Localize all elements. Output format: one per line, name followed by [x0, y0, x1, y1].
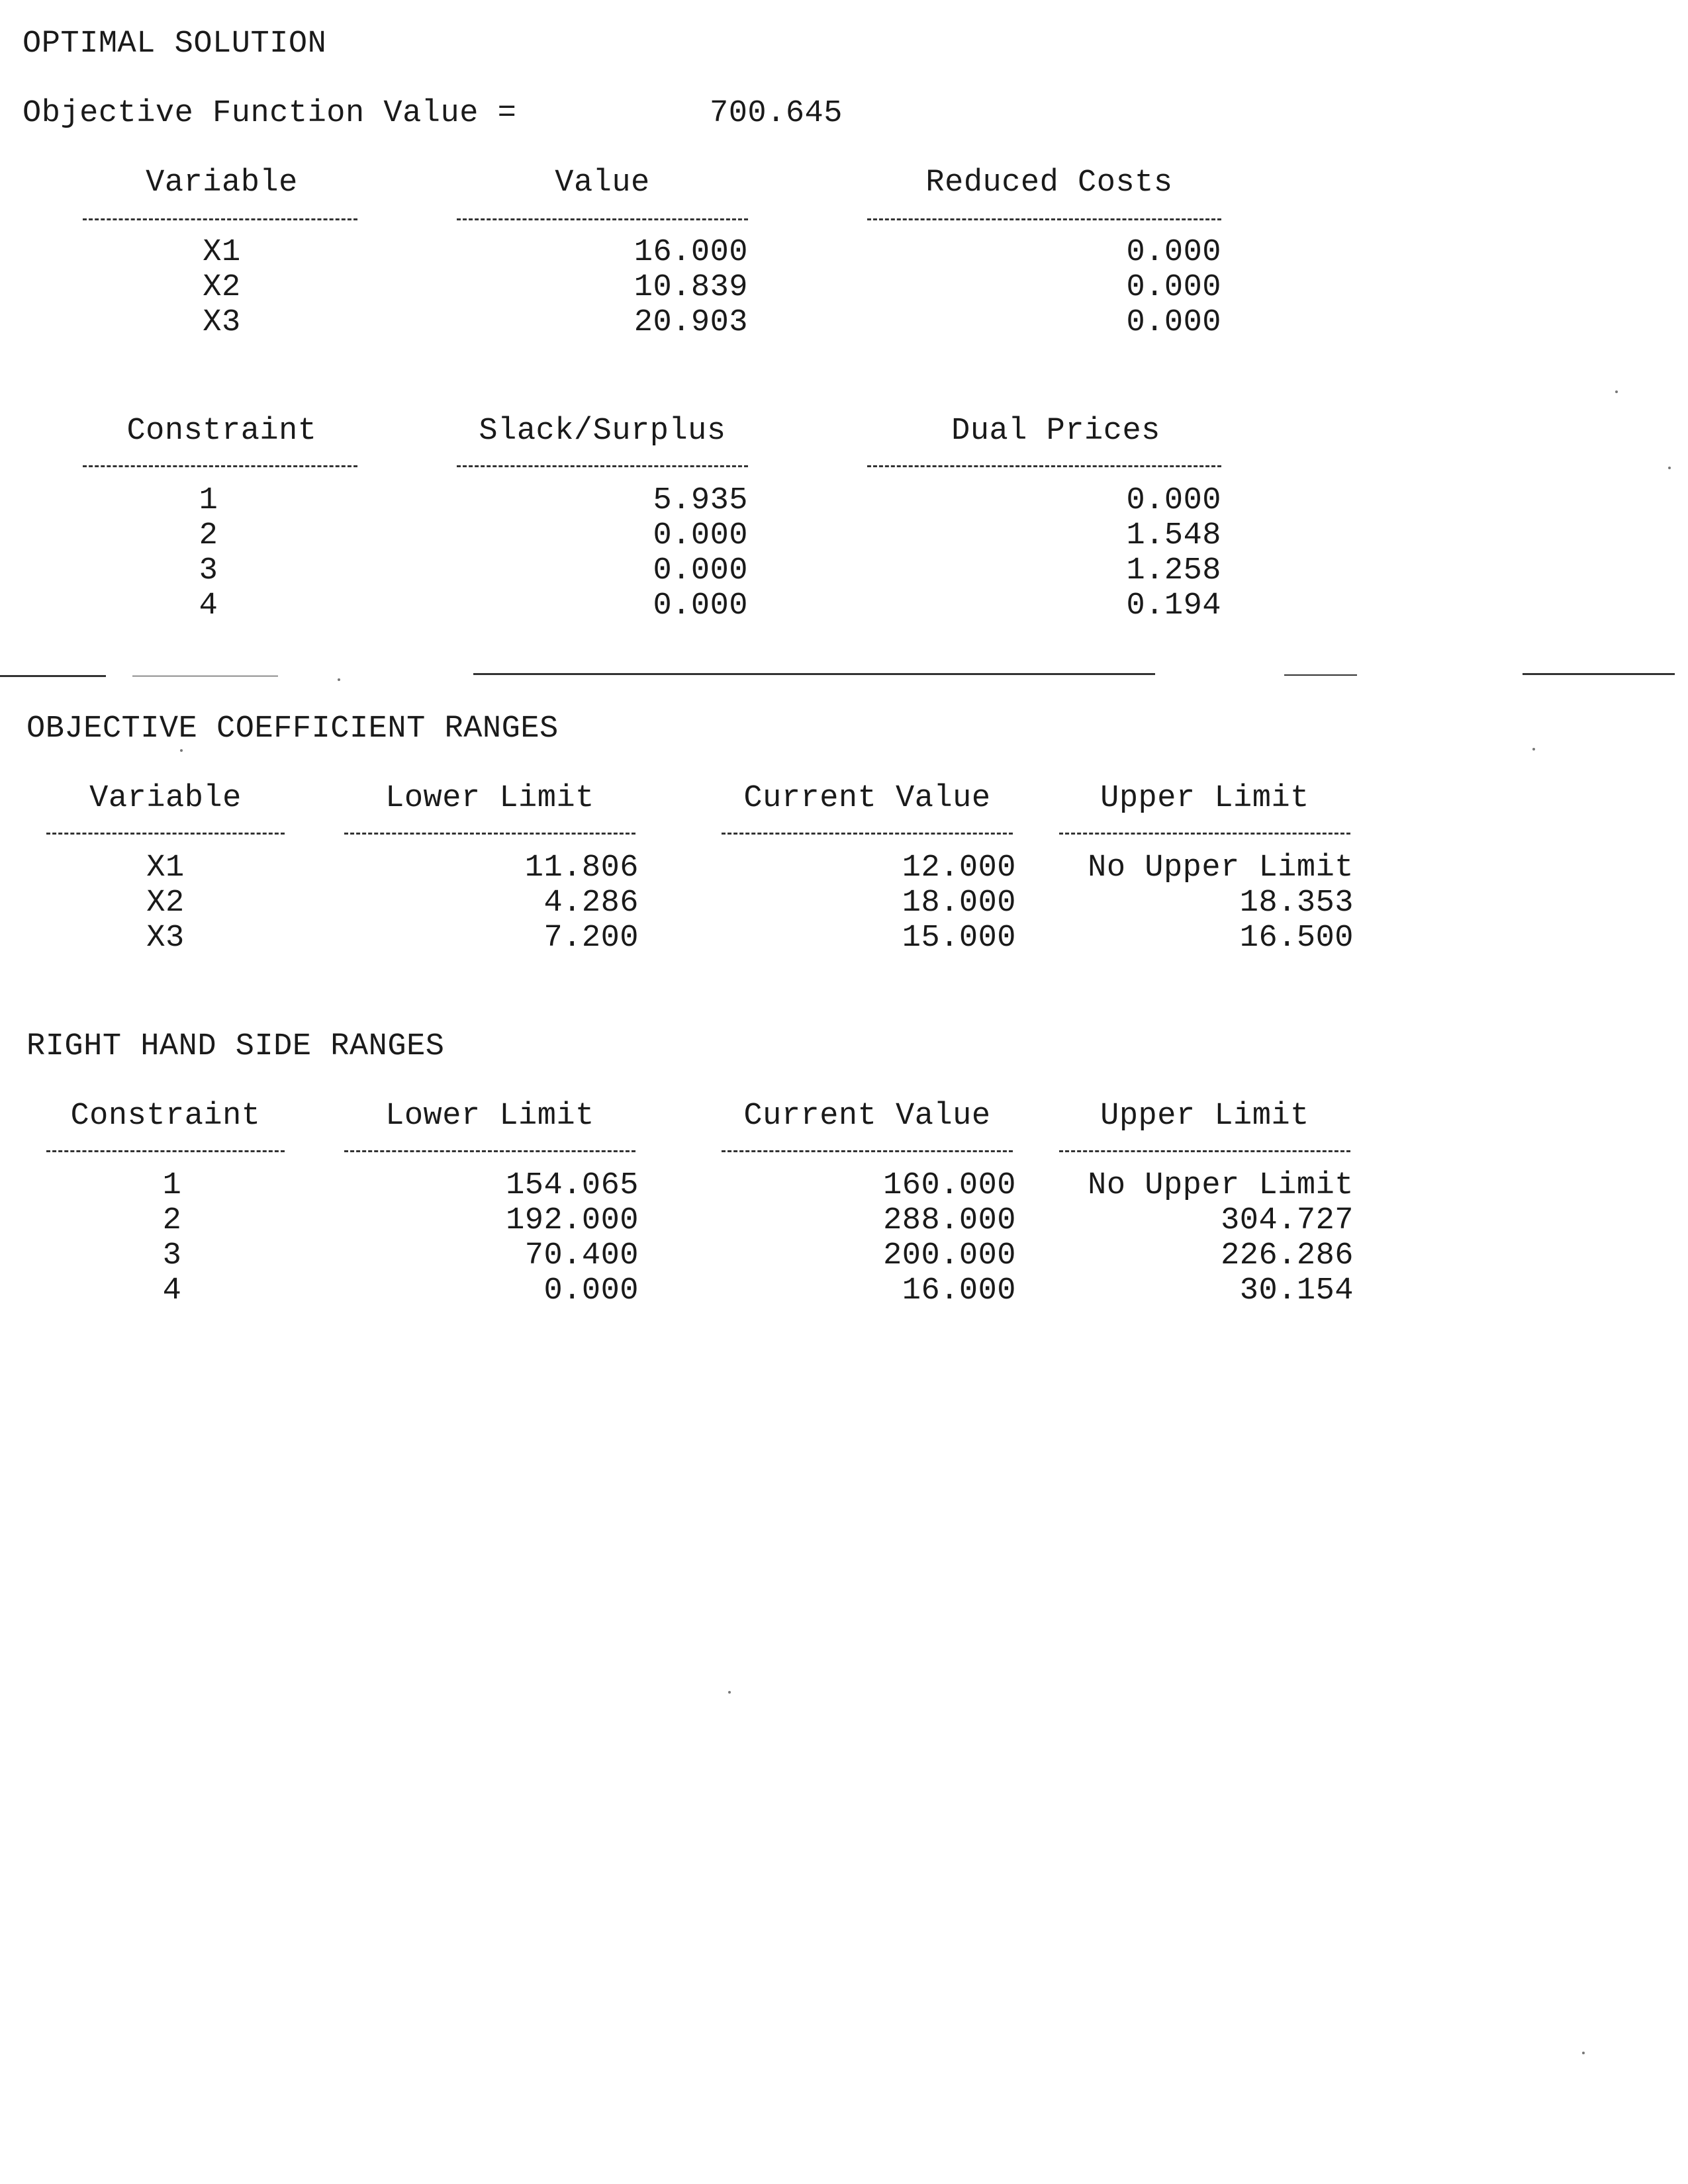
- optimal-solution-heading: OPTIMAL SOLUTION: [23, 26, 327, 62]
- table-row-ocr-current: 18.000: [902, 886, 1016, 921]
- rhs-ranges-heading: RIGHT HAND SIDE RANGES: [26, 1029, 445, 1064]
- table-row-var-name: X2: [203, 270, 241, 305]
- rhs-header-underline-3: [722, 1150, 1013, 1152]
- table-row-rhs-constraint: 3: [162, 1238, 182, 1273]
- scan-speck: [1615, 390, 1618, 393]
- table-row-ocr-lower: 11.806: [524, 850, 639, 886]
- section-separator-main: [473, 673, 1155, 675]
- rhs-header-current-value: Current Value: [743, 1099, 991, 1134]
- rhs-header-upper-limit: Upper Limit: [1100, 1099, 1309, 1134]
- scan-speck: [338, 678, 340, 681]
- var-header-variable: Variable: [146, 165, 298, 201]
- table-row-rhs-current: 288.000: [883, 1203, 1016, 1238]
- ocr-header-underline-2: [344, 833, 635, 835]
- table-row-con-slack: 0.000: [653, 553, 748, 588]
- ocr-header-underline-4: [1059, 833, 1350, 835]
- table-row-con-dual: 1.548: [1126, 518, 1221, 553]
- scan-speck: [1582, 2052, 1585, 2054]
- table-row-var-name: X1: [203, 235, 241, 270]
- table-row-rhs-upper: 304.727: [1221, 1203, 1354, 1238]
- var-header-underline-2: [457, 218, 748, 220]
- scan-speck: [180, 749, 183, 752]
- table-row-ocr-lower: 7.200: [543, 921, 639, 956]
- table-row-ocr-lower: 4.286: [543, 886, 639, 921]
- table-row-con-dual: 0.194: [1126, 588, 1221, 623]
- var-header-underline-1: [83, 218, 357, 220]
- ocr-header-current-value: Current Value: [743, 781, 991, 816]
- section-separator-right: [1523, 673, 1675, 675]
- table-row-con-id: 3: [199, 553, 218, 588]
- ocr-header-upper-limit: Upper Limit: [1100, 781, 1309, 816]
- table-row-ocr-variable: X3: [146, 921, 185, 956]
- table-row-rhs-lower: 70.400: [524, 1238, 639, 1273]
- scan-speck: [1532, 748, 1535, 751]
- table-row-rhs-lower: 0.000: [543, 1273, 639, 1308]
- table-row-rhs-lower: 154.065: [506, 1168, 639, 1203]
- obj-coef-ranges-heading: OBJECTIVE COEFFICIENT RANGES: [26, 711, 559, 747]
- table-row-ocr-upper: 18.353: [1239, 886, 1354, 921]
- table-row-ocr-variable: X2: [146, 886, 185, 921]
- con-header-underline-1: [83, 465, 357, 467]
- table-row-ocr-upper: No Upper Limit: [1088, 850, 1354, 886]
- table-row-con-slack: 0.000: [653, 518, 748, 553]
- table-row-ocr-current: 12.000: [902, 850, 1016, 886]
- table-row-rhs-constraint: 1: [162, 1168, 182, 1203]
- con-header-underline-3: [867, 465, 1221, 467]
- table-row-var-value: 10.839: [633, 270, 748, 305]
- table-row-rhs-current: 200.000: [883, 1238, 1016, 1273]
- ocr-header-lower-limit: Lower Limit: [385, 781, 594, 816]
- table-row-rhs-upper: 30.154: [1239, 1273, 1354, 1308]
- table-row-var-value: 16.000: [633, 235, 748, 270]
- ocr-header-variable: Variable: [89, 781, 242, 816]
- table-row-rhs-upper: No Upper Limit: [1088, 1168, 1354, 1203]
- var-header-underline-3: [867, 218, 1221, 220]
- table-row-var-reduced-cost: 0.000: [1126, 305, 1221, 340]
- scan-speck: [728, 1691, 731, 1694]
- table-row-var-value: 20.903: [633, 305, 748, 340]
- table-row-con-dual: 0.000: [1126, 483, 1221, 518]
- ocr-header-underline-3: [722, 833, 1013, 835]
- rhs-header-lower-limit: Lower Limit: [385, 1099, 594, 1134]
- con-header-slack-surplus: Slack/Surplus: [479, 414, 726, 449]
- section-separator-mid: [1284, 674, 1357, 676]
- ocr-header-underline-1: [46, 833, 285, 835]
- table-row-var-reduced-cost: 0.000: [1126, 235, 1221, 270]
- table-row-ocr-current: 15.000: [902, 921, 1016, 956]
- section-separator-left: [0, 675, 106, 677]
- objective-function-value: 700.645: [710, 96, 843, 131]
- scan-speck: [1668, 467, 1671, 469]
- table-row-con-id: 1: [199, 483, 218, 518]
- table-row-ocr-variable: X1: [146, 850, 185, 886]
- rhs-header-underline-1: [46, 1150, 285, 1152]
- var-header-value: Value: [555, 165, 650, 201]
- table-row-var-name: X3: [203, 305, 241, 340]
- table-row-ocr-upper: 16.500: [1239, 921, 1354, 956]
- table-row-rhs-constraint: 2: [162, 1203, 182, 1238]
- table-row-con-dual: 1.258: [1126, 553, 1221, 588]
- var-header-reduced-costs: Reduced Costs: [925, 165, 1173, 201]
- table-row-rhs-upper: 226.286: [1221, 1238, 1354, 1273]
- table-row-rhs-constraint: 4: [162, 1273, 182, 1308]
- table-row-rhs-lower: 192.000: [506, 1203, 639, 1238]
- table-row-con-id: 2: [199, 518, 218, 553]
- table-row-con-slack: 5.935: [653, 483, 748, 518]
- table-row-rhs-current: 160.000: [883, 1168, 1016, 1203]
- rhs-header-underline-2: [344, 1150, 635, 1152]
- table-row-con-slack: 0.000: [653, 588, 748, 623]
- table-row-var-reduced-cost: 0.000: [1126, 270, 1221, 305]
- table-row-rhs-current: 16.000: [902, 1273, 1016, 1308]
- rhs-header-underline-4: [1059, 1150, 1350, 1152]
- con-header-dual-prices: Dual Prices: [951, 414, 1160, 449]
- table-row-con-id: 4: [199, 588, 218, 623]
- rhs-header-constraint: Constraint: [70, 1099, 261, 1134]
- objective-function-label: Objective Function Value =: [23, 96, 517, 131]
- con-header-constraint: Constraint: [126, 414, 317, 449]
- con-header-underline-2: [457, 465, 748, 467]
